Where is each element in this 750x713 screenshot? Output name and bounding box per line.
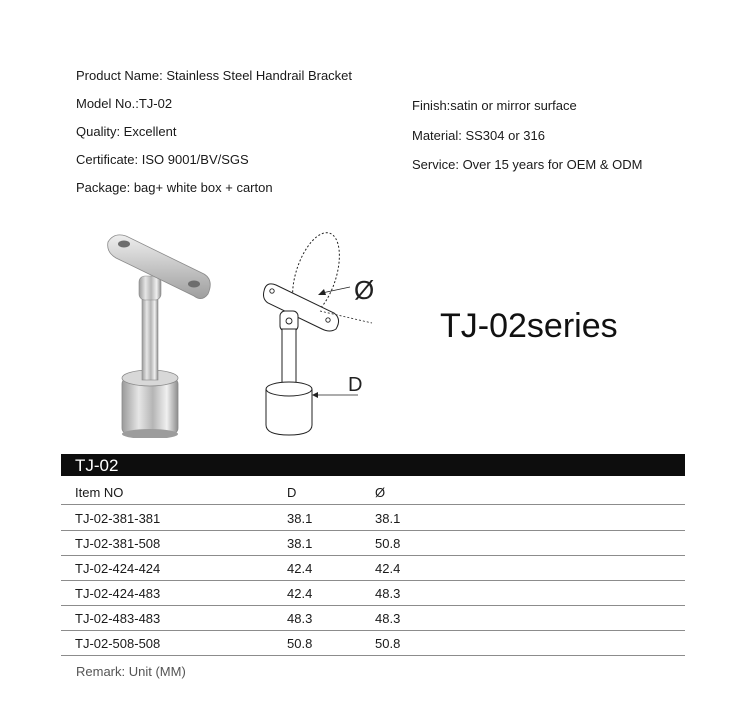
header-d: D <box>287 485 297 500</box>
spec-service: Service: Over 15 years for OEM & ODM <box>412 157 643 172</box>
spec-certificate: Certificate: ISO 9001/BV/SGS <box>76 152 249 167</box>
cell-diameter: 48.3 <box>375 611 401 626</box>
diameter-symbol: Ø <box>354 275 375 305</box>
table-row <box>61 506 685 531</box>
cell-d: 50.8 <box>287 636 313 651</box>
cell-d: 42.4 <box>287 586 313 601</box>
spec-product-name: Product Name: Stainless Steel Handrail Bracket <box>76 68 353 83</box>
table-row <box>61 631 685 656</box>
table-row <box>61 531 685 556</box>
series-title: TJ-02series <box>440 307 618 345</box>
table-row <box>61 556 685 581</box>
cell-item-no: TJ-02-483-483 <box>75 611 161 626</box>
table-row <box>61 581 685 606</box>
cell-item-no: TJ-02-381-508 <box>75 536 161 551</box>
cell-item-no: TJ-02-424-483 <box>75 586 161 601</box>
cell-item-no: TJ-02-424-424 <box>75 561 161 576</box>
spec-package: Package: bag+ white box + carton <box>76 180 273 195</box>
remark-note: Remark: Unit (MM) <box>76 664 186 679</box>
cell-d: 38.1 <box>287 536 313 551</box>
cell-diameter: 48.3 <box>375 586 401 601</box>
table-band-title: TJ-02 <box>75 456 119 475</box>
spec-finish: Finish:satin or mirror surface <box>412 98 577 113</box>
cell-item-no: TJ-02-508-508 <box>75 636 161 651</box>
cell-diameter: 42.4 <box>375 561 401 576</box>
cell-diameter: 50.8 <box>375 536 401 551</box>
cell-diameter: 50.8 <box>375 636 401 651</box>
d-label: D <box>348 374 363 396</box>
cell-item-no: TJ-02-381-381 <box>75 511 161 526</box>
table-row <box>61 606 685 631</box>
product-photo <box>100 228 220 438</box>
table-band <box>61 454 685 476</box>
spec-material: Material: SS304 or 316 <box>412 128 545 143</box>
technical-drawing <box>258 225 418 440</box>
table-header-row <box>61 480 685 505</box>
spec-model-no: Model No.:TJ-02 <box>76 96 173 111</box>
cell-d: 38.1 <box>287 511 313 526</box>
header-diameter: Ø <box>375 485 386 500</box>
header-item-no: Item NO <box>75 485 124 500</box>
cell-diameter: 38.1 <box>375 511 401 526</box>
spec-quality: Quality: Excellent <box>76 124 177 139</box>
cell-d: 48.3 <box>287 611 313 626</box>
cell-d: 42.4 <box>287 561 313 576</box>
